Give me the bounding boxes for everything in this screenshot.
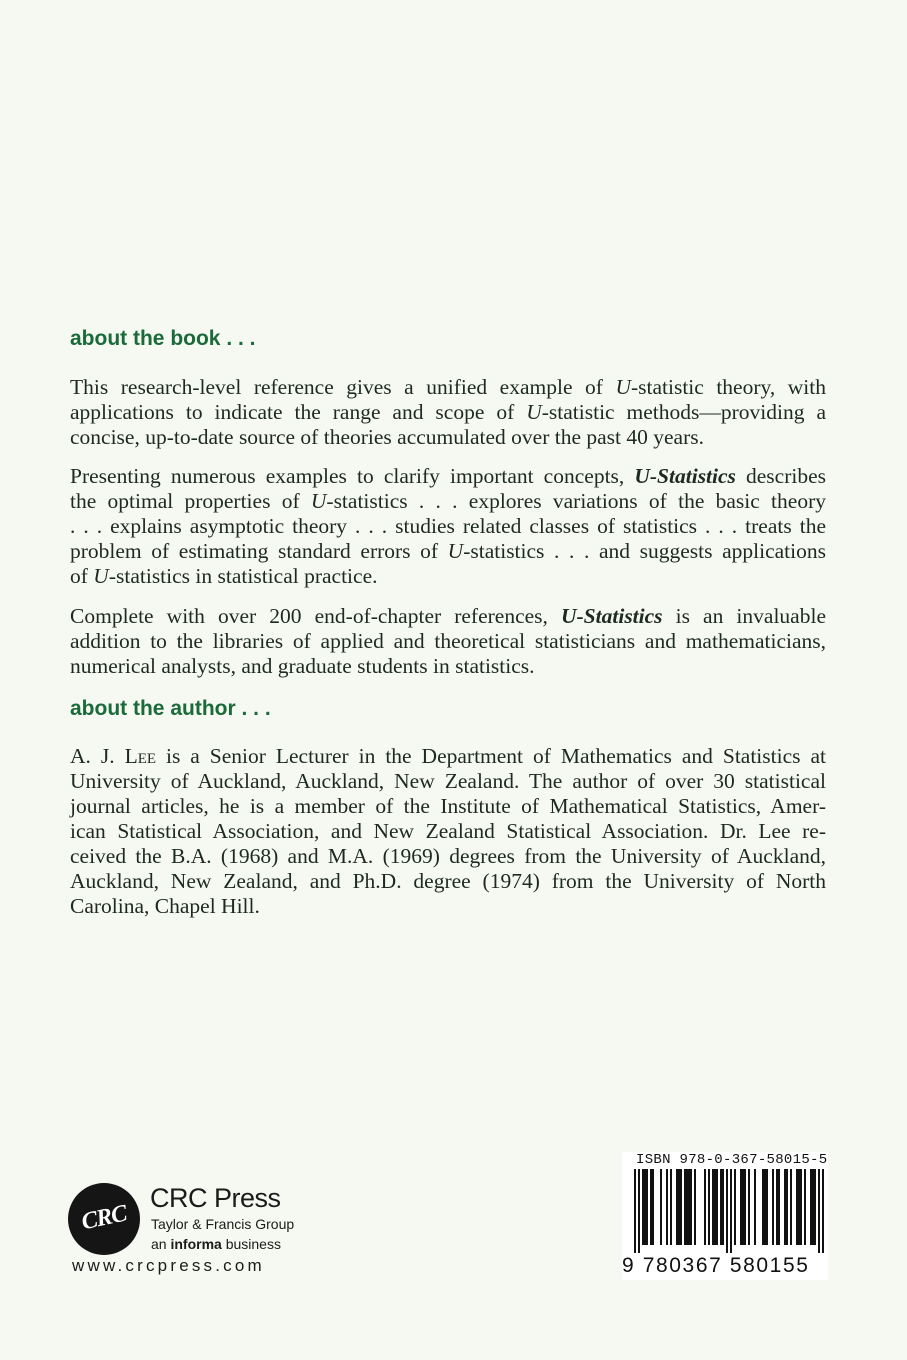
emphasis: U-Statistics	[561, 604, 663, 628]
text-line: of U-statistics in statistical practice.	[70, 564, 378, 588]
barcode-bar	[818, 1169, 820, 1253]
barcode-bar	[784, 1169, 786, 1245]
text-line: This research-level reference gives a unified example of U-statistic theory, with	[70, 375, 826, 399]
publisher-url[interactable]: www.crcpress.com	[72, 1256, 265, 1275]
text-line: applications to indicate the range and scope of U-statistic methods—providing a	[70, 400, 826, 424]
barcode-bar	[714, 1169, 716, 1245]
barcode-bar	[726, 1169, 728, 1253]
barcode-bar	[660, 1169, 662, 1245]
text-line: ican Statistical Association, and New Zealand Statistical Association. Dr. Lee re-	[70, 819, 826, 843]
barcode-bar	[772, 1169, 774, 1245]
barcode-bar	[708, 1169, 710, 1245]
text-line: Presenting numerous examples to clarify important concepts, U-Statistics describes	[70, 464, 827, 488]
emphasis: U-Statistics	[634, 464, 736, 488]
barcode-bar	[814, 1169, 816, 1245]
barcode-bar	[670, 1169, 672, 1245]
barcode-bar	[680, 1169, 682, 1245]
barcode-bar	[716, 1169, 718, 1245]
barcode-bar	[694, 1169, 696, 1245]
barcode-bar	[642, 1169, 644, 1245]
business-bold: informa	[170, 1236, 222, 1252]
barcode-bar	[720, 1169, 722, 1245]
barcode-bar	[766, 1169, 768, 1245]
text-line: A. J. Lee is a Senior Lecturer in the Department of Mathematics and Statistics at	[70, 744, 826, 768]
barcode-bar	[722, 1169, 724, 1245]
text-line: Auckland, New Zealand, and Ph.D. degree (1974) from the University of North	[70, 869, 826, 893]
text-line: the optimal properties of U-statistics . . . explores variations of the basic theory	[70, 489, 826, 513]
emphasis: U	[526, 400, 542, 424]
about-book-paragraph-1	[70, 375, 826, 450]
barcode-bar	[740, 1169, 742, 1245]
barcode-bar	[684, 1169, 686, 1245]
crc-logo-text: CRC	[79, 1200, 129, 1236]
ean-digits: 9 780367 580155	[622, 1254, 810, 1277]
barcode-bar	[804, 1169, 806, 1245]
emphasis: U	[615, 375, 631, 399]
text-line: ceived the B.A. (1968) and M.A. (1969) degrees from the University of Auckland,	[70, 844, 826, 868]
emphasis: U	[447, 539, 464, 563]
text-line: problem of estimating standard errors of U-statistics . . . and suggests applications	[70, 539, 826, 563]
barcode-bars	[634, 1169, 826, 1253]
barcode-bar	[748, 1169, 750, 1245]
emphasis: U	[310, 489, 327, 513]
publisher-name: CRC Press	[150, 1183, 281, 1213]
barcode-bar	[634, 1169, 636, 1253]
about-author-heading: about the author . . .	[70, 697, 271, 720]
isbn-label: ISBN 978-0-367-58015-5	[636, 1152, 828, 1168]
publisher-business	[151, 1236, 281, 1252]
barcode-bar	[822, 1169, 824, 1253]
publisher-group: Taylor & Francis Group	[151, 1216, 295, 1232]
barcode-bar	[786, 1169, 788, 1245]
barcode-bar	[810, 1169, 812, 1245]
barcode-bar	[778, 1169, 780, 1245]
text-line: Carolina, Chapel Hill.	[70, 894, 260, 918]
barcode-bar	[762, 1169, 764, 1245]
business-suffix: business	[221, 1236, 281, 1252]
barcode-bar	[812, 1169, 814, 1245]
barcode-bar	[800, 1169, 802, 1245]
text-line: concise, up-to-date source of theories accumulated over the past 40 years.	[70, 425, 704, 449]
emphasis: Lee	[124, 744, 157, 768]
text-line: numerical analysts, and graduate students in statistics.	[70, 654, 535, 678]
about-book-paragraph-2	[70, 464, 826, 589]
barcode-bar	[730, 1169, 732, 1253]
barcode-bar	[686, 1169, 688, 1245]
text-line: addition to the libraries of applied and theoretical statisticians and mathematicians,	[70, 629, 826, 653]
barcode-bar	[798, 1169, 800, 1245]
barcode-bar	[638, 1169, 640, 1253]
barcode-bar	[652, 1169, 654, 1245]
barcode-bar	[678, 1169, 680, 1245]
text-line: journal articles, he is a member of the Institute of Mathematical Statistics, Amer-	[70, 794, 826, 818]
about-book-heading: about the book . . .	[70, 327, 256, 350]
text-line: University of Auckland, Auckland, New Zealand. The author of over 30 statistical	[70, 769, 826, 793]
barcode-bar	[646, 1169, 648, 1245]
barcode-bar	[744, 1169, 746, 1245]
barcode-bar	[742, 1169, 744, 1245]
text-line: Complete with over 200 end-of-chapter references, U-Statistics is an invaluable	[70, 604, 826, 628]
business-prefix: an	[151, 1236, 171, 1252]
barcode-bar	[754, 1169, 756, 1245]
barcode-bar	[776, 1169, 778, 1245]
barcode-bar	[644, 1169, 646, 1245]
barcode-bar	[764, 1169, 766, 1245]
barcode-bar	[790, 1169, 792, 1245]
text-line: . . . explains asymptotic theory . . . studies related classes of statistics . . . treats the	[70, 514, 826, 538]
barcode-bar	[704, 1169, 706, 1245]
barcode-bar	[650, 1169, 652, 1245]
emphasis: U	[93, 564, 109, 588]
barcode-bar	[712, 1169, 714, 1245]
about-author-paragraph	[70, 744, 826, 919]
crc-press-logo	[68, 1183, 140, 1255]
barcode-bar	[734, 1169, 736, 1245]
barcode-bar	[690, 1169, 692, 1245]
barcode-bar	[666, 1169, 668, 1245]
barcode-bar	[676, 1169, 678, 1245]
about-book-paragraph-3	[70, 604, 826, 679]
barcode-bar	[796, 1169, 798, 1245]
barcode-bar	[688, 1169, 690, 1245]
